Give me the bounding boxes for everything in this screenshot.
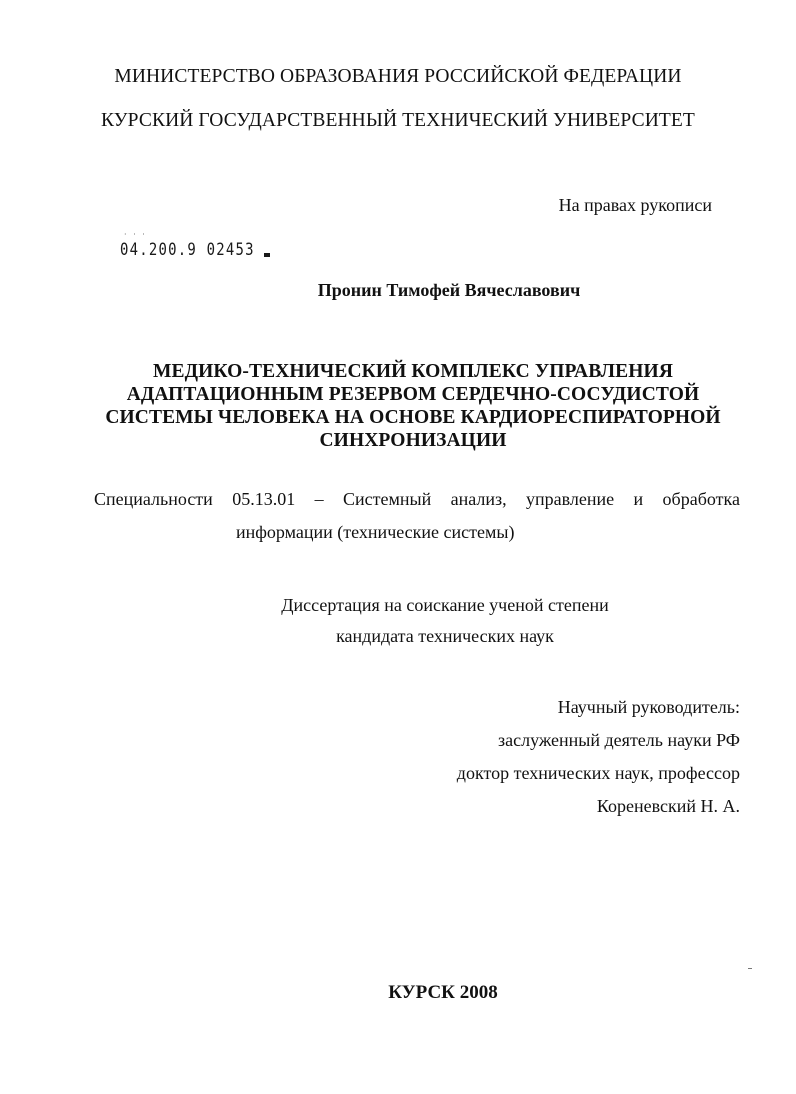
specialty-word: – (314, 489, 324, 509)
specialty-word: обработка (662, 489, 740, 509)
stamp-mark (264, 253, 270, 257)
title-line: МЕДИКО-ТЕХНИЧЕСКИЙ КОМПЛЕКС УПРАВЛЕНИЯ (152, 361, 674, 382)
scan-speck (748, 968, 752, 969)
city-year: КУРСК 2008 (388, 982, 498, 1003)
library-stamp: 04.200.9 02453 (120, 240, 255, 260)
university-heading: КУРСКИЙ ГОСУДАРСТВЕННЫЙ ТЕХНИЧЕСКИЙ УНИВЕРСИТЕТ (101, 110, 695, 131)
supervisor-name: Кореневский Н. А. (596, 796, 740, 816)
specialty-continuation: информации (технические системы) (236, 522, 515, 542)
specialty-word: Системный (342, 489, 432, 509)
specialty-word: анализ, (450, 489, 507, 509)
dissertation-title (88, 360, 738, 452)
stamp-dots: · · · (124, 230, 147, 239)
supervisor-label: Научный руководитель: (557, 697, 740, 717)
specialty-line (94, 489, 740, 510)
manuscript-note: На правах рукописи (558, 195, 712, 215)
supervisor-degree: доктор технических наук, профессор (456, 763, 740, 783)
specialty-word: Специальности (94, 489, 213, 509)
specialty-word: управление (526, 489, 615, 509)
ministry-heading: МИНИСТЕРСТВО ОБРАЗОВАНИЯ РОССИЙСКОЙ ФЕДЕРАЦИИ (114, 66, 682, 87)
title-line: СИНХРОНИЗАЦИИ (319, 430, 507, 451)
specialty-word: и (633, 489, 644, 509)
specialty-word: 05.13.01 (232, 489, 296, 509)
supervisor-honor: заслуженный деятель науки РФ (498, 730, 740, 750)
degree-line-2: кандидата технических наук (336, 626, 554, 646)
degree-line-1: Диссертация на соискание ученой степени (281, 595, 609, 615)
author-name: Пронин Тимофей Вячеславович (317, 280, 581, 300)
title-line: АДАПТАЦИОННЫМ РЕЗЕРВОМ СЕРДЕЧНО-СОСУДИСТОЙ (126, 384, 700, 405)
title-line: СИСТЕМЫ ЧЕЛОВЕКА НА ОСНОВЕ КАРДИОРЕСПИРАТОРНОЙ (105, 407, 721, 428)
